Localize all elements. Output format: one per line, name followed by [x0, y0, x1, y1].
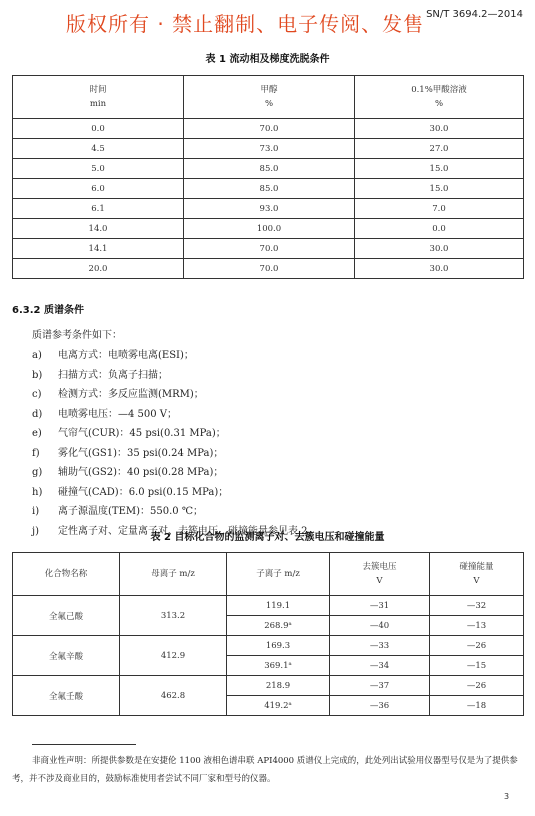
table-cell: —34 [330, 656, 430, 676]
table1-header-methanol [184, 76, 355, 119]
compound-name-cell: 全氟壬酸 [13, 676, 120, 716]
table-cell: 100.0 [184, 219, 355, 239]
table-cell: 7.0 [355, 199, 524, 219]
table-cell: —26 [430, 636, 524, 656]
section-intro: 质谱参考条件如下： [32, 330, 122, 341]
table-cell: 4.5 [13, 139, 184, 159]
list-item-text: 定性离子对、定量离子对、去簇电压、碰撞能量参见表 2。 [58, 525, 318, 537]
header-label: 时间 [89, 85, 107, 95]
list-item-label: j) [32, 525, 40, 537]
parent-ion-cell: 462.8 [120, 676, 227, 716]
table-cell: 70.0 [184, 259, 355, 279]
header-unit: V [473, 576, 480, 586]
table-row [13, 199, 524, 219]
list-item-text: 气帘气(CUR)：45 psi(0.31 MPa)； [58, 428, 226, 439]
table2-header-collision [430, 553, 524, 596]
page-number: 3 [504, 792, 510, 801]
table-cell: —15 [430, 656, 524, 676]
standard-number: SN/T 3694.2—2014 [426, 9, 523, 20]
list-item-text: 碰撞气(CAD)：6.0 psi(0.15 MPa)； [58, 486, 229, 498]
table-row [13, 239, 524, 259]
table-cell: 73.0 [184, 139, 355, 159]
parent-ion-cell: 412.9 [120, 636, 227, 676]
list-item [32, 346, 194, 361]
list-item [32, 424, 226, 439]
table-row [13, 179, 524, 199]
table-cell: —13 [430, 616, 524, 636]
table-cell: 14.0 [13, 219, 184, 239]
table-cell: —26 [430, 676, 524, 696]
list-item-text: 检测方式：多反应监测(MRM)； [58, 389, 204, 400]
table-cell: 0.0 [355, 219, 524, 239]
table2-header-parent-ion [120, 553, 227, 596]
table-cell: 27.0 [355, 139, 524, 159]
table-cell: 85.0 [184, 179, 355, 199]
table-cell: 93.0 [184, 199, 355, 219]
list-item-label: a) [32, 350, 42, 361]
table-cell: 30.0 [355, 119, 524, 139]
table-cell: 369.1ᵃ [227, 656, 330, 676]
list-item-label: i) [32, 506, 40, 517]
table-cell: 15.0 [355, 179, 524, 199]
table-cell: 30.0 [355, 239, 524, 259]
list-item-label: f) [32, 447, 40, 459]
list-item-label: e) [32, 428, 42, 439]
footnote-rule [32, 744, 136, 745]
table-cell: 85.0 [184, 159, 355, 179]
table1-caption: 表 1 流动相及梯度洗脱条件 [205, 54, 330, 65]
list-item-label: d) [32, 408, 43, 420]
table-row [13, 596, 524, 616]
compound-name-cell: 全氟辛酸 [13, 636, 120, 676]
header-label: 子离子 m/z [256, 569, 300, 579]
list-item [32, 444, 223, 459]
table-cell: —32 [430, 596, 524, 616]
header-unit: % [264, 99, 274, 109]
table-cell: 20.0 [13, 259, 184, 279]
table-cell: —37 [330, 676, 430, 696]
table-cell: —40 [330, 616, 430, 636]
table-cell: 169.3 [227, 636, 330, 656]
table-row [13, 636, 524, 656]
header-label: 甲醇 [260, 85, 278, 95]
table-cell: 119.1 [227, 596, 330, 616]
table-cell: 30.0 [355, 259, 524, 279]
header-unit: % [434, 99, 444, 109]
table2-header-compound [13, 553, 120, 596]
table-ion-pairs [12, 552, 524, 716]
list-item-text: 电离方式：电喷雾电离(ESI)； [58, 350, 194, 361]
table-cell: 268.9ᵃ [227, 616, 330, 636]
header-unit: V [376, 576, 383, 586]
table-row [13, 676, 524, 696]
table-row [13, 159, 524, 179]
table1-header-time [13, 76, 184, 119]
table-row [13, 139, 524, 159]
table1-header-row [13, 76, 524, 119]
header-label: 化合物名称 [44, 569, 88, 579]
list-item [32, 483, 228, 498]
table-cell: 0.0 [13, 119, 184, 139]
header-label: 母离子 m/z [151, 569, 195, 579]
table-cell: 70.0 [184, 239, 355, 259]
table1-header-formic-acid [355, 76, 524, 119]
section-heading: 6.3.2 质谱条件 [12, 305, 84, 316]
list-item-text: 辅助气(GS2)：40 psi(0.28 MPa)； [58, 467, 224, 478]
table-cell: 70.0 [184, 119, 355, 139]
table-cell: —18 [430, 696, 524, 716]
header-label: 0.1%甲酸溶液 [411, 85, 467, 95]
list-item-label: c) [32, 389, 42, 400]
compound-name-cell: 全氟己酸 [13, 596, 120, 636]
table-cell: —36 [330, 696, 430, 716]
table-cell: 419.2ᵃ [227, 696, 330, 716]
list-item [32, 366, 168, 381]
table-cell: —31 [330, 596, 430, 616]
parent-ion-cell: 313.2 [120, 596, 227, 636]
table-cell: 15.0 [355, 159, 524, 179]
list-item-label: g) [32, 467, 43, 478]
footnote: 非商业性声明：所提供参数是在安捷伦 1100 液相色谱串联 API4000 质谱仪上完成的，此处列出试验用仪器型号仅是为了提供参考，并不涉及商业目的，鼓励标准使用者尝试不同厂家和型号的仪器。 [12, 756, 518, 784]
table2-header-declustering [330, 553, 430, 596]
table-gradient-conditions [12, 75, 524, 279]
table-cell: 14.1 [13, 239, 184, 259]
table-cell: 5.0 [13, 159, 184, 179]
list-item [32, 405, 177, 420]
table2-caption: 表 2 目标化合物的监测离子对、去簇电压和碰撞能量 [150, 532, 385, 543]
table-cell: 218.9 [227, 676, 330, 696]
header-label: 去簇电压 [362, 562, 397, 572]
list-item [32, 385, 204, 400]
list-item-text: 扫描方式：负离子扫描； [58, 369, 168, 381]
list-item [32, 502, 203, 517]
list-item-text: 雾化气(GS1)：35 psi(0.24 MPa)； [58, 447, 224, 459]
header-label: 碰撞能量 [459, 562, 494, 572]
watermark: 版权所有 · 禁止翻制、电子传阅、发售 [66, 12, 425, 36]
table-cell: —33 [330, 636, 430, 656]
table2-header-row [13, 553, 524, 596]
list-item-text: 离子源温度(TEM)：550.0 ℃； [58, 506, 204, 517]
list-item [32, 463, 223, 478]
table-row [13, 259, 524, 279]
table-cell: 6.0 [13, 179, 184, 199]
table-row [13, 219, 524, 239]
table-cell: 6.1 [13, 199, 184, 219]
list-item-text: 电喷雾电压：—4 500 V； [58, 408, 178, 420]
header-unit: min [89, 99, 107, 109]
table-row [13, 119, 524, 139]
table2-header-product-ion [227, 553, 330, 596]
list-item-label: b) [32, 369, 43, 381]
list-item-label: h) [32, 486, 43, 498]
